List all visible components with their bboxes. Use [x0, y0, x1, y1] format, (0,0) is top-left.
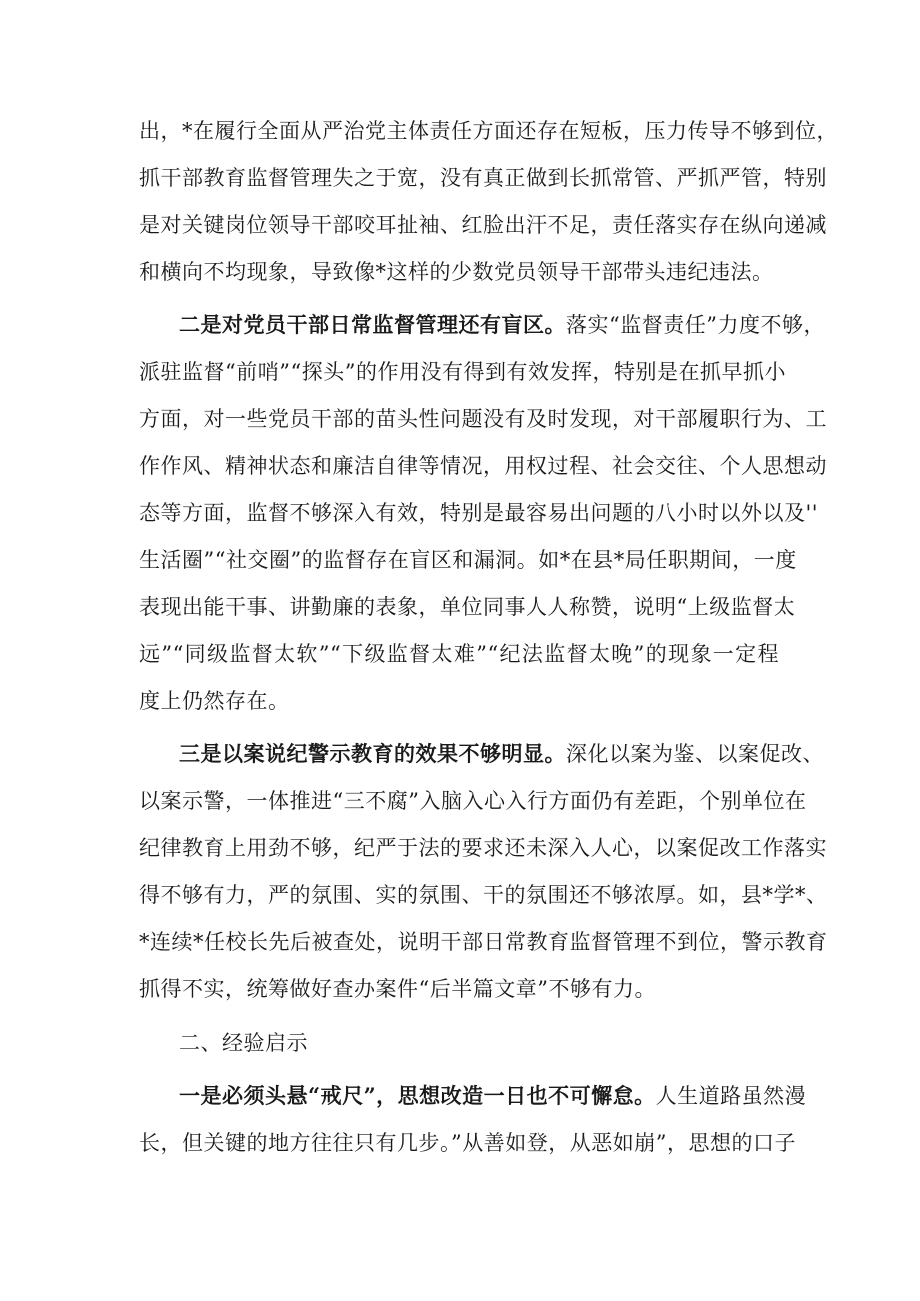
p2-line-3: 方面，对一些党员干部的苗头性问题没有及时发现，对干部履职行为、工: [139, 407, 827, 431]
p4-first-line-rest: 人生道路虽然漫: [655, 1084, 807, 1108]
p1-line-3: 是对关键岗位领导干部咬耳扯袖、红脸出汗不足，责任落实存在纵向递减: [139, 213, 827, 237]
p2-first-line: [179, 310, 825, 340]
p2-line-7: 表现出能干事、讲勤廉的表象，单位同事人人称赞，说明“上级监督太: [139, 595, 796, 619]
p2-line-2: 派驻监督“前哨”“探头”的作用没有得到有效发挥，特别是在抓早抓小: [139, 360, 786, 384]
p3-first-line-rest: 深化以案为鉴、以案促改、: [566, 742, 824, 766]
p3-line-3: 纪律教育上用劲不够，纪严于法的要求还未深入人心，以案促改工作落实: [139, 836, 827, 860]
p1-line-1: 出，*在履行全面从严治党主体责任方面还存在短板，压力传导不够到位，: [139, 119, 838, 143]
p3-line-6: 抓得不实，统筹做好查办案件“后半篇文章”不够有力。: [139, 977, 656, 1001]
section-heading: 二、经验启示: [179, 1031, 308, 1055]
p2-line-4: 作作风、精神状态和廉洁自律等情况，用权过程、社会交往、个人思想动: [139, 454, 827, 478]
p4-first-line: [179, 1081, 807, 1111]
p1-line-2: 抓干部教育监督管理失之于宽，没有真正做到长抓常管、严抓严管，特别: [139, 166, 827, 190]
p3-line-5: *连续*任校长先后被查处，说明干部日常教育监督管理不到位，警示教育: [139, 930, 828, 954]
p2-line-6: 生活圈”“社交圈”的监督存在盲区和漏洞。如*在县*局任职期间，一度: [139, 548, 797, 572]
p2-first-line-rest: 落实“监督责任”力度不够，: [566, 313, 825, 337]
p3-first-line: [179, 739, 824, 769]
p1-line-4: 和横向不均现象，导致像*这样的少数党员领导干部带头违纪违法。: [139, 260, 774, 284]
p2-line-5: 态等方面，监督不够深入有效，特别是最容易出问题的八小时以外以及'': [139, 501, 819, 525]
p2-lead-sentence: 二是对党员干部日常监督管理还有盲区。: [179, 312, 566, 337]
p4-line-2: 长，但关键的地方往往只有几步。”从善如登，从恶如崩”，思想的口子: [139, 1131, 796, 1155]
p4-lead-sentence: 一是必须头悬“戒尺”，思想改造一日也不可懈怠。: [179, 1083, 656, 1108]
p3-lead-sentence: 三是以案说纪警示教育的效果不够明显。: [179, 741, 566, 766]
p2-line-8: 远”“同级监督太软”“下级监督太难”“纪法监督太晚”的现象一定程: [139, 642, 779, 666]
p2-line-9: 度上仍然存在。: [139, 689, 290, 713]
p3-line-2: 以案示警，一体推进“三不腐”入脑入心入行方面仍有差距，个别单位在: [139, 789, 807, 813]
p3-line-4: 得不够有力，严的氛围、实的氛围、干的氛围还不够浓厚。如，县*学*、: [139, 883, 828, 907]
